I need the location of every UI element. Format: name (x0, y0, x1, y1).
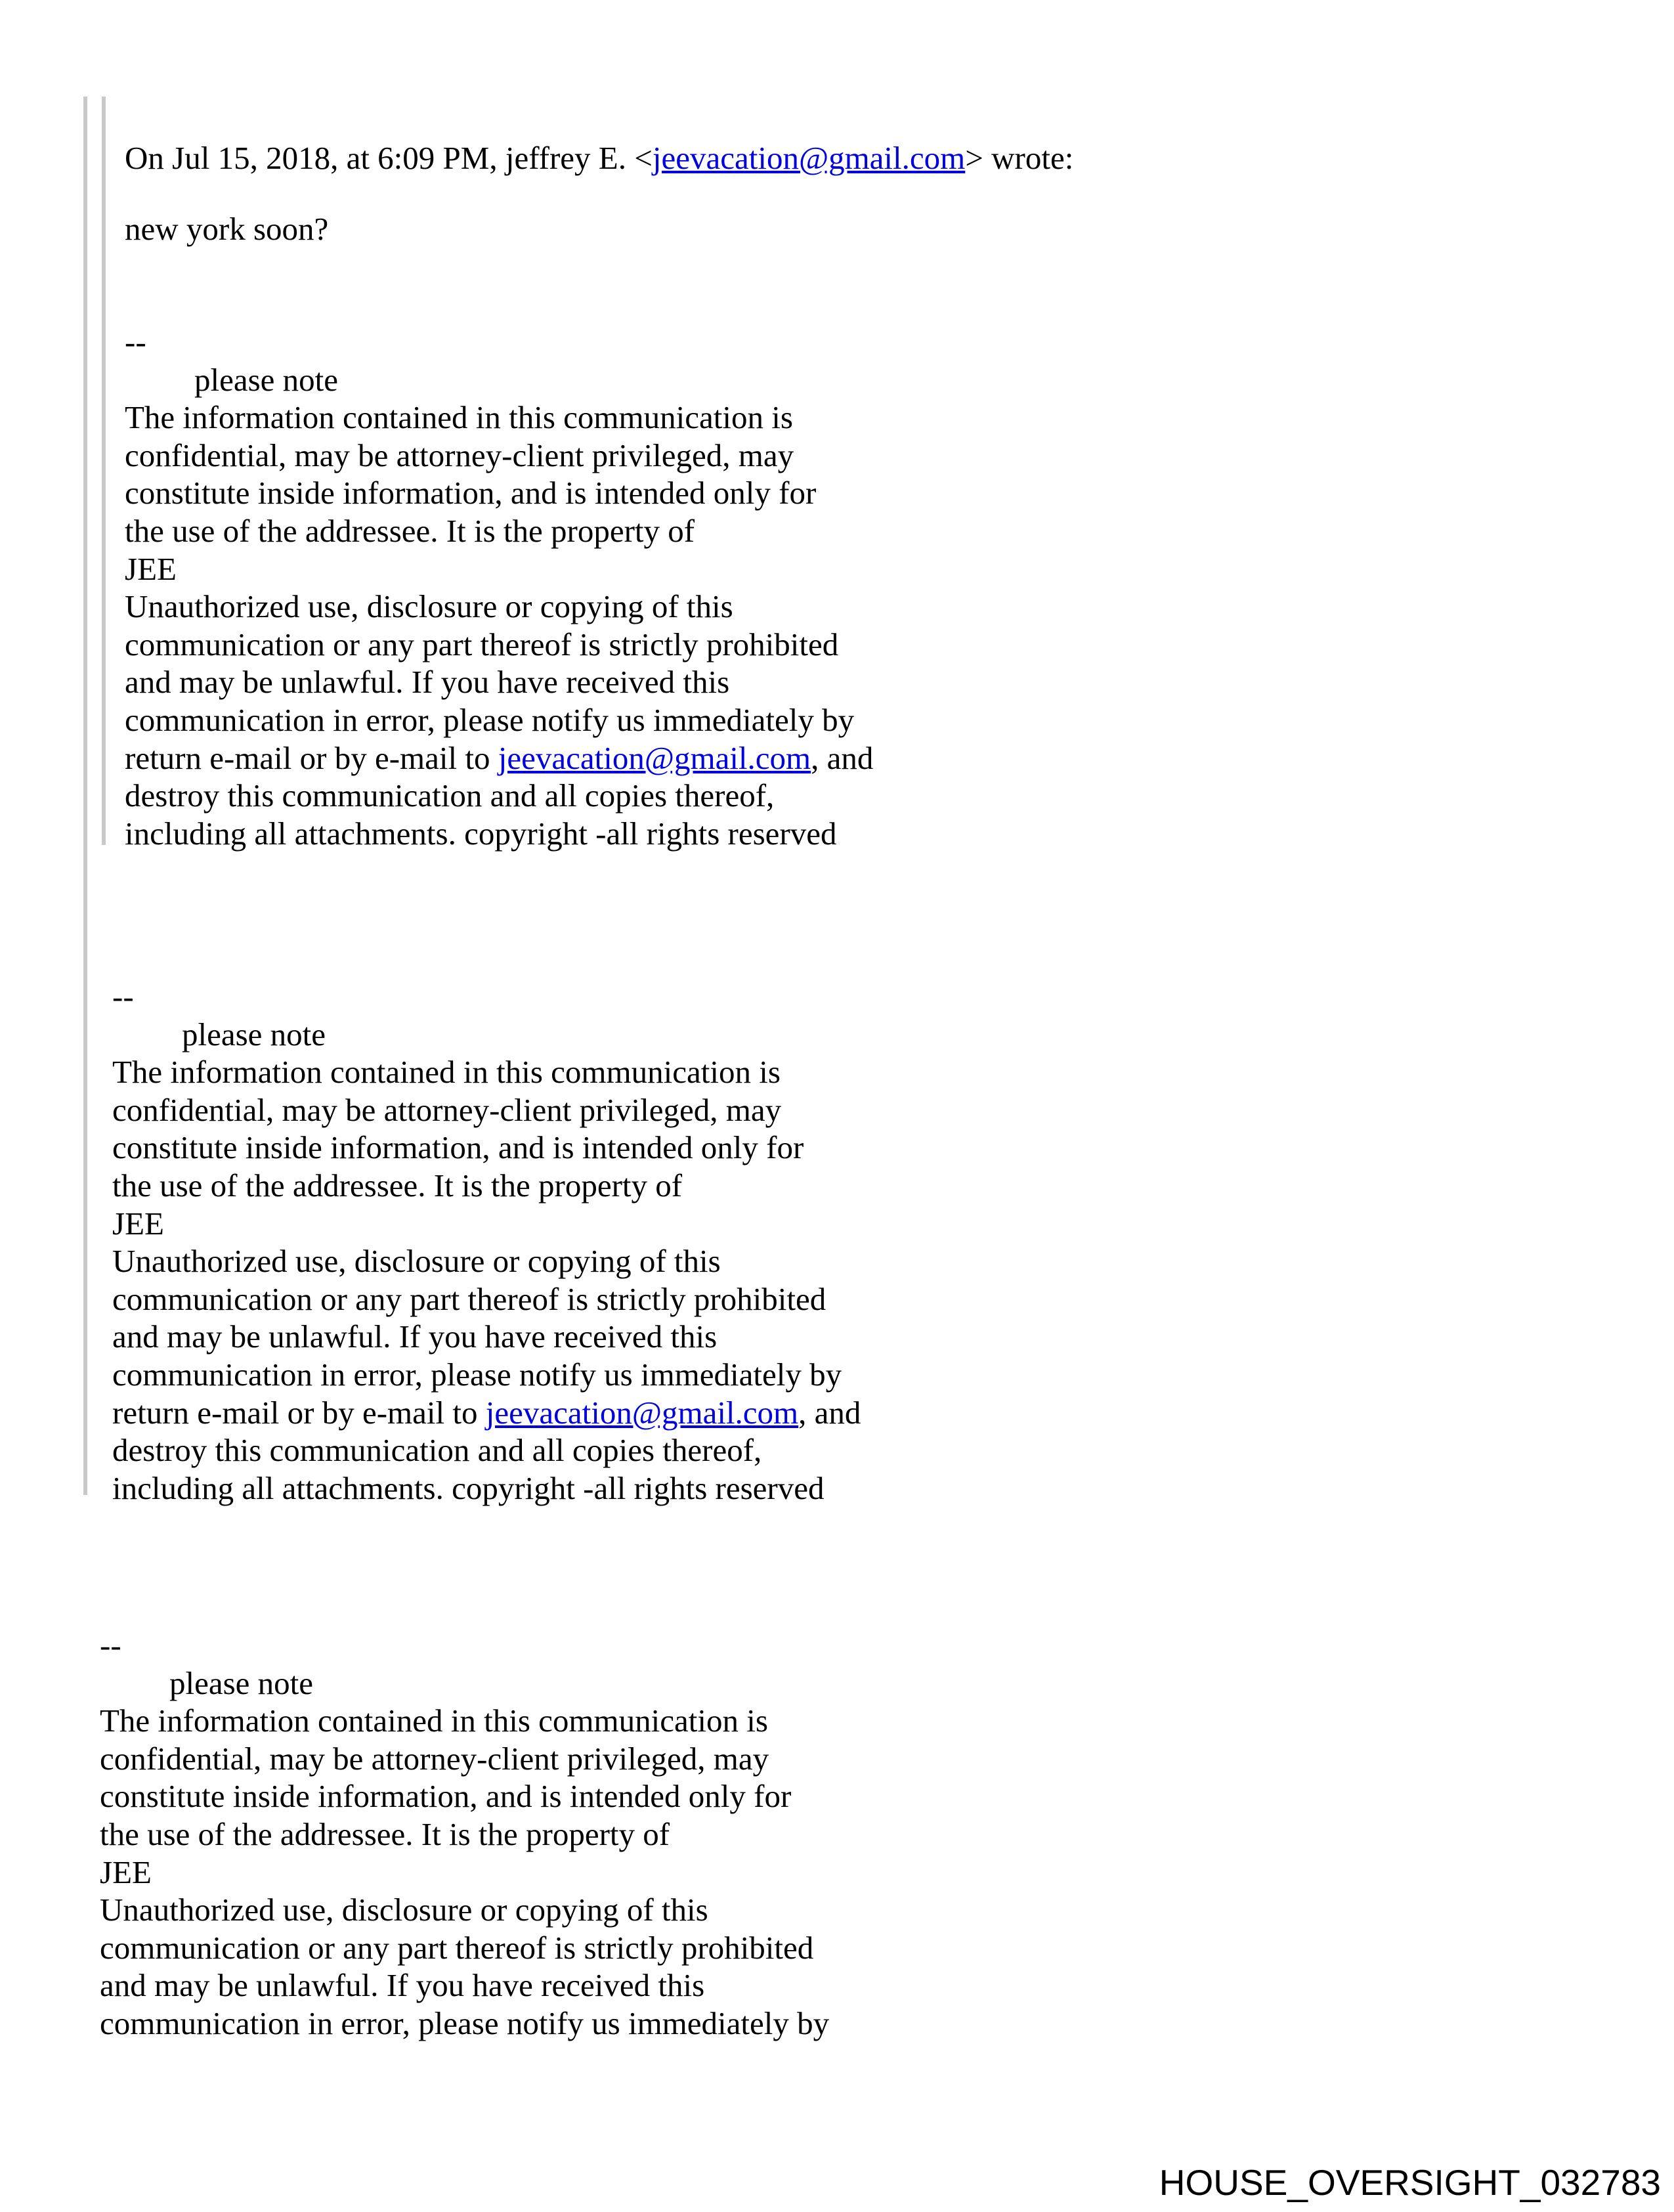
quote-bar-level-1 (83, 97, 87, 1495)
disclaimer-line: communication or any part thereof is strictly prohibited (100, 1929, 814, 1966)
signature-dashes: -- (112, 978, 134, 1014)
disclaimer-line: confidential, may be attorney-client privileged, may (125, 437, 794, 473)
signature-disclaimer-3 (100, 1626, 829, 2043)
quote-bar-level-2 (102, 97, 106, 845)
disclaimer-line: Unauthorized use, disclosure or copying of this (112, 1243, 721, 1280)
disclaimer-line: constitute inside information, and is intended only for (112, 1129, 804, 1166)
link-line-suffix: , and (811, 739, 874, 776)
please-note-label: please note (194, 361, 339, 398)
disclaimer-line: including all attachments. copyright -all rights reserved (112, 1469, 825, 1506)
disclaimer-line: constitute inside information, and is intended only for (125, 475, 817, 511)
disclaimer-line: JEE (125, 550, 177, 587)
disclaimer-line: the use of the addressee. It is the property of (100, 1815, 670, 1852)
signature-disclaimer-1 (125, 323, 873, 852)
disclaimer-line: communication in error, please notify us immediately by (125, 701, 855, 738)
link-line-suffix: , and (798, 1394, 861, 1431)
header-suffix: > wrote: (965, 140, 1074, 176)
disclaimer-line: communication or any part thereof is strictly prohibited (112, 1280, 826, 1317)
disclaimer-line: the use of the addressee. It is the property of (112, 1167, 683, 1204)
link-line-prefix: return e-mail or by e-mail to (125, 739, 498, 776)
signature-dashes: -- (125, 324, 146, 360)
bates-number: HOUSE_OVERSIGHT_032783 (1159, 2162, 1661, 2203)
disclaimer-line: communication or any part thereof is strictly prohibited (125, 626, 839, 662)
header-prefix: On Jul 15, 2018, at 6:09 PM, jeffrey E. < (125, 140, 653, 176)
disclaimer-line: The information contained in this communication is (125, 399, 793, 436)
disclaimer-line: JEE (112, 1205, 164, 1242)
message-text: new york soon? (125, 211, 329, 247)
disclaimer-line: communication in error, please notify us immediately by (112, 1356, 842, 1393)
disclaimer-line: Unauthorized use, disclosure or copying of this (125, 588, 733, 625)
disclaimer-line: constitute inside information, and is intended only for (100, 1778, 792, 1815)
please-note-label: please note (169, 1664, 314, 1701)
disclaimer-line: JEE (100, 1854, 152, 1890)
disclaimer-line: including all attachments. copyright -all rights reserved (125, 815, 837, 852)
quoted-email-header (125, 139, 1073, 177)
please-note-label: please note (182, 1016, 326, 1052)
disclaimer-link-line (112, 1394, 861, 1432)
disclaimer-line: The information contained in this communication is (112, 1054, 781, 1091)
disclaimer-line: confidential, may be attorney-client privileged, may (100, 1740, 769, 1777)
disclaimer-line: destroy this communication and all copies thereof, (112, 1432, 762, 1469)
disclaimer-line: communication in error, please notify us immediately by (100, 2005, 830, 2041)
disclaimer-line: and may be unlawful. If you have received this (125, 664, 730, 701)
disclaimer-line: destroy this communication and all copies thereof, (125, 777, 775, 814)
disclaimer-line: and may be unlawful. If you have received this (112, 1318, 718, 1355)
disclaimer-line: the use of the addressee. It is the property of (125, 512, 695, 549)
sender-email-link[interactable]: jeevacation@gmail.com (652, 140, 966, 176)
disclaimer-email-link[interactable]: jeevacation@gmail.com (485, 1394, 799, 1431)
disclaimer-line: The information contained in this communication is (100, 1702, 768, 1739)
disclaimer-line: confidential, may be attorney-client privileged, may (112, 1091, 782, 1128)
disclaimer-link-line (125, 739, 873, 777)
link-line-prefix: return e-mail or by e-mail to (112, 1394, 486, 1431)
disclaimer-line: Unauthorized use, disclosure or copying of this (100, 1892, 708, 1928)
signature-disclaimer-2 (112, 978, 861, 1507)
disclaimer-line: and may be unlawful. If you have received this (100, 1967, 705, 2004)
signature-dashes: -- (100, 1627, 121, 1663)
disclaimer-email-link[interactable]: jeevacation@gmail.com (498, 739, 811, 776)
